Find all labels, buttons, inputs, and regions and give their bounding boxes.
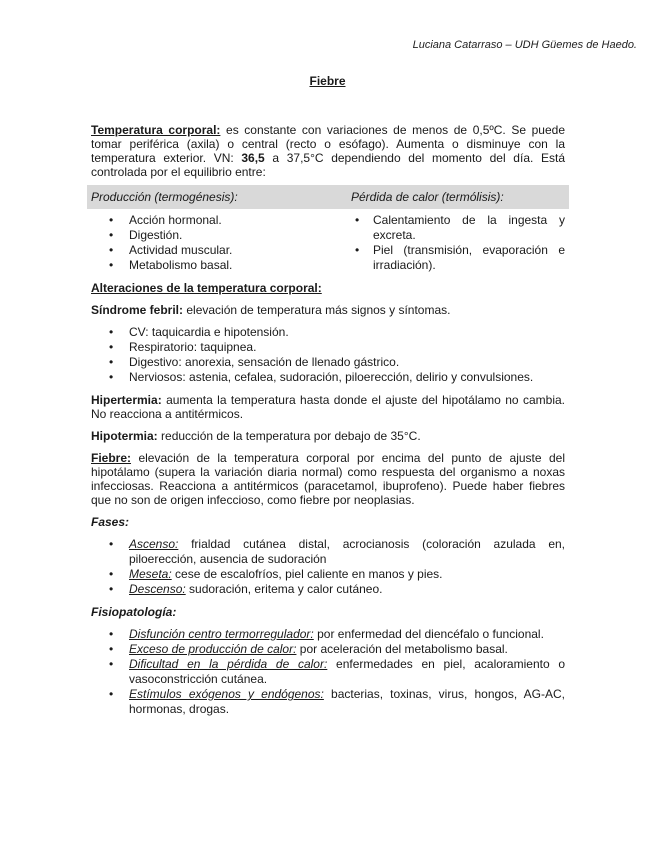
fisio-text: bacterias, toxinas, virus, hongos, AG-AC, hormonas, drogas. <box>129 687 565 716</box>
header-author: Luciana Catarraso – UDH Güemes de Haedo. <box>412 39 637 51</box>
fase-text: cese de escalofríos, piel caliente en manos y pies. <box>171 567 443 581</box>
hipertermia-text: aumenta la temperatura hasta donde el ajuste del hipotálamo no cambia. No reacciona a antitérmicos. <box>91 393 565 421</box>
table-header-perdida: Pérdida de calor (termólisis): <box>351 190 504 204</box>
list-item: • Digestivo: anorexia, sensación de llenado gástrico. <box>91 355 565 370</box>
document-body <box>91 123 565 717</box>
thermo-table-header <box>87 185 569 209</box>
list-item: • Metabolismo basal. <box>91 258 351 273</box>
intro-term: Temperatura corporal: <box>91 123 221 137</box>
hipotermia-paragraph <box>91 429 565 443</box>
fisio-text: enfermedades en piel, acaloramiento o vasoconstricción cutánea. <box>129 657 566 686</box>
fases-list-block <box>91 537 565 597</box>
page-title: Fiebre <box>309 74 346 88</box>
fase-text: frialdad cutánea distal, acrocianosis (coloración azulada en, piloerección, ausencia de sudoración <box>129 537 565 566</box>
fisio-text: por aceleración del metabolismo basal. <box>296 642 508 656</box>
list-item <box>91 627 565 642</box>
list-item <box>91 582 565 597</box>
hipotermia-text: reducción de la temperatura por debajo de 35°C. <box>157 429 421 443</box>
fisio-term: Estímulos exógenos y endógenos: <box>129 687 324 701</box>
list-item <box>91 687 565 717</box>
intro-text-a: es constante con variaciones de menos de 0,5ºC. Se puede tomar periférica (axila) o central (recto o esófago). Aumenta o disminuye con la temperatura exterior. VN: <box>91 123 565 165</box>
fiebre-term: Fiebre: <box>91 451 132 465</box>
list-item: • Acción hormonal. <box>91 213 351 228</box>
list-item <box>91 567 565 582</box>
sindrome-list-block <box>91 325 565 385</box>
perdida-list <box>351 213 565 273</box>
intro-paragraph <box>91 123 565 179</box>
sindrome-paragraph <box>91 303 565 317</box>
fisiopatologia-heading: Fisiopatología: <box>91 605 177 619</box>
sindrome-text: elevación de temperatura más signos y síntomas. <box>183 303 451 317</box>
list-item <box>91 642 565 657</box>
fisio-term: Exceso de producción de calor: <box>129 642 297 656</box>
produccion-column <box>91 213 351 273</box>
list-item: • Nerviosos: astenia, cefalea, sudoración, piloerección, delirio y convulsiones. <box>91 370 565 385</box>
list-item: • Calentamiento de la ingesta y excreta. <box>351 213 565 243</box>
produccion-list <box>91 213 351 273</box>
intro-vn-value: 36,5 <box>241 151 265 165</box>
table-header-produccion: Producción (termogénesis): <box>91 190 238 204</box>
list-item: • Digestión. <box>91 228 351 243</box>
fase-term: Ascenso: <box>129 537 179 551</box>
list-item: • Actividad muscular. <box>91 243 351 258</box>
list-item: • CV: taquicardia e hipotensión. <box>91 325 565 340</box>
sindrome-term: Síndrome febril: <box>91 303 184 317</box>
fases-list <box>91 537 565 597</box>
list-item: • Piel (transmisión, evaporación e irradiación). <box>351 243 565 273</box>
fiebre-text: elevación de la temperatura corporal por encima del punto de ajuste del hipotálamo (supera la variación diaria normal) como respuesta del organismo a noxas infecciosas. Reacciona a antitérmicos (paracetamol, ibuprofeno). Puede haber fiebres que no son de origen infeccioso, como fiebre por neoplasias. <box>91 451 565 507</box>
fases-heading: Fases: <box>91 515 130 529</box>
hipotermia-term: Hipotermia: <box>91 429 158 443</box>
alteraciones-heading: Alteraciones de la temperatura corporal: <box>91 281 322 295</box>
hipertermia-paragraph <box>91 393 565 421</box>
fase-text: sudoración, eritema y calor cutáneo. <box>185 582 383 596</box>
fiebre-paragraph <box>91 451 565 507</box>
fase-term: Descenso: <box>129 582 186 596</box>
perdida-column <box>351 213 565 273</box>
list-item <box>91 657 565 687</box>
fisio-term: Dificultad en la pérdida de calor: <box>129 657 328 671</box>
list-item: • Respiratorio: taquipnea. <box>91 340 565 355</box>
hipertermia-term: Hipertermia: <box>91 393 162 407</box>
fase-term: Meseta: <box>129 567 172 581</box>
intro-text-b: a 37,5°C dependiendo del momento del día. Está controlada por el equilibrio entre: <box>91 151 565 179</box>
list-item <box>91 537 565 567</box>
fisiopatologia-list <box>91 627 565 717</box>
fisiopatologia-list-block <box>91 627 565 717</box>
sindrome-list <box>91 325 565 385</box>
fisio-term: Disfunción centro termorregulador: <box>129 627 314 641</box>
thermo-table-body <box>91 213 565 273</box>
fisio-text: por enfermedad del diencéfalo o funcional. <box>313 627 544 641</box>
